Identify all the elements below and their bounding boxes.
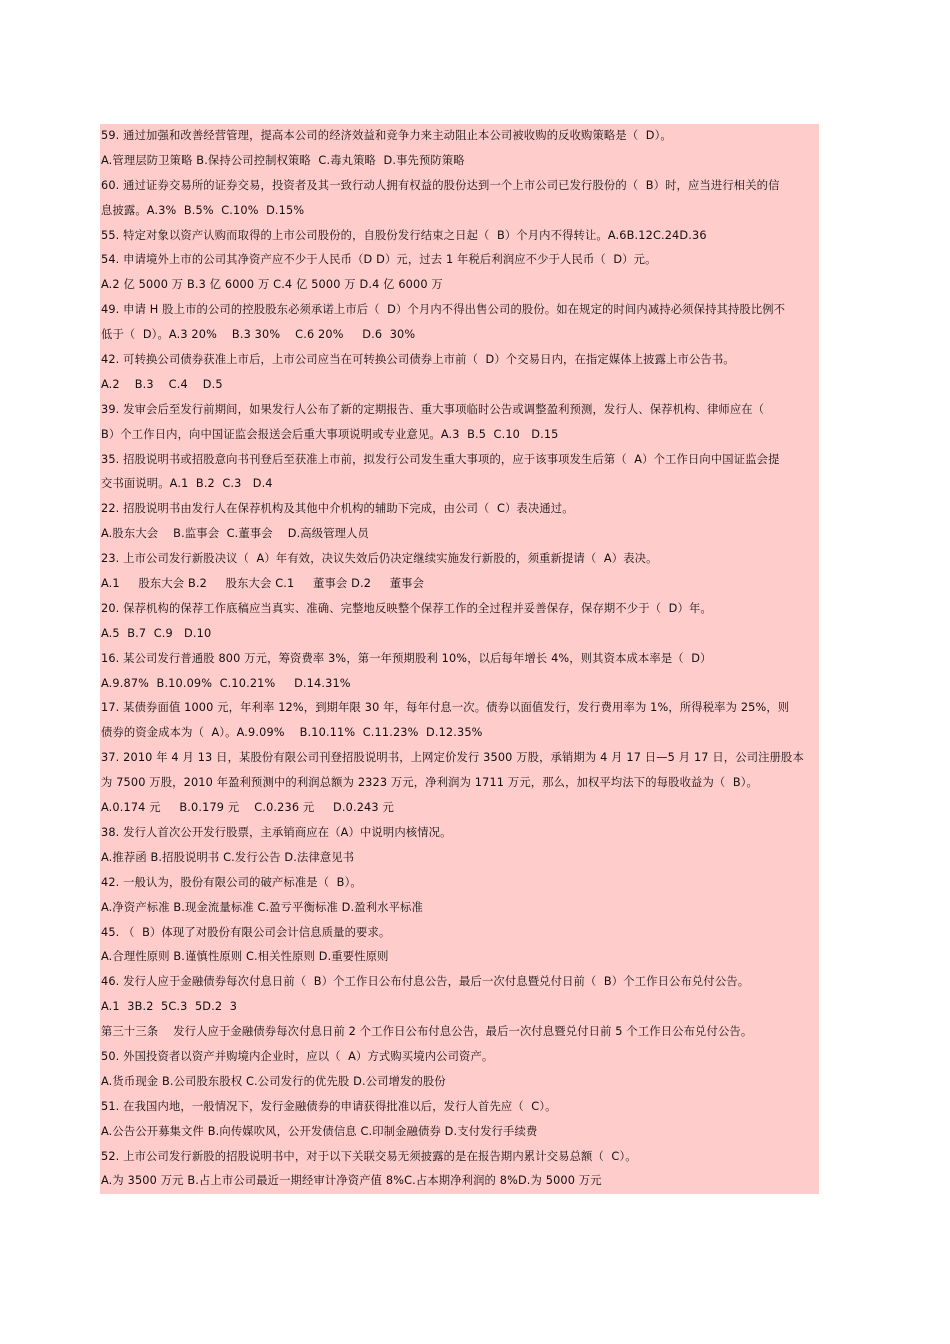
text-line: A.管理层防卫策略 B.保持公司控制权策略 C.毒丸策略 D.事先预防策略 — [101, 153, 465, 167]
text-line: 20. 保荐机构的保荐工作底稿应当真实、准确、完整地反映整个保荐工作的全过程并妥善保存，保存期不少于（ D）年。 — [101, 601, 712, 615]
text-line: A.货币现金 B.公司股东股权 C.公司发行的优先股 D.公司增发的股份 — [101, 1074, 446, 1088]
text-line: A.1 3B.2 5C.3 5D.2 3 — [101, 1000, 238, 1014]
text-line: 59. 通过加强和改善经营管理，提高本公司的经济效益和竞争力来主动阻止本公司被收购的反收购策略是（ D）。 — [101, 129, 672, 142]
text-line: 38. 发行人首次公开发行股票，主承销商应在（A）中说明内核情况。 — [101, 825, 452, 839]
text-line: 第三十三条 发行人应于金融债券每次付息日前 2 个工作日公布付息公告，最后一次付息暨兑付日前 5 个工作日公布兑付公告。 — [101, 1025, 753, 1039]
text-line: A.合理性原则 B.谨慎性原则 C.相关性原则 D.重要性原则 — [101, 950, 389, 964]
text-line: A.9.87% B.10.09% C.10.21% D.14.31% — [101, 676, 351, 690]
text-line: 49. 申请 H 股上市的公司的控股股东必须承诺上市后（ D）个月内不得出售公司的股份。如在规定的时间内减持必须保持其持股比例不 — [101, 303, 786, 317]
text-line: 45. （ B）体现了对股份有限公司会计信息质量的要求。 — [101, 925, 391, 939]
text-line: A.0.174 元 B.0.179 元 C.0.236 元 D.0.243 元 — [101, 801, 394, 815]
text-line: 39. 发审会后至发行前期间，如果发行人公布了新的定期报告、重大事项临时公告或调整盈利预测，发行人、保荐机构、律师应在（ — [101, 402, 765, 416]
text-line: 60. 通过证券交易所的证券交易，投资者及其一致行动人拥有权益的股份达到一个上市公司已发行股份的（ B）时，应当进行相关的信 — [101, 178, 780, 192]
text-line: 54. 申请境外上市的公司其净资产应不少于人民币（D D）元，过去 1 年税后利润应不少于人民币（ D）元。 — [101, 253, 657, 267]
text-line: 46. 发行人应于金融债券每次付息日前（ B）个工作日公布付息公告，最后一次付息暨兑付日前（ B）个工作日公布兑付公告。 — [101, 975, 750, 989]
question-list — [101, 124, 818, 1194]
text-line: A.2 亿 5000 万 B.3 亿 6000 万 C.4 亿 5000 万 D.4 亿 6000 万 — [101, 278, 443, 292]
text-line: 息披露。A.3% B.5% C.10% D.15% — [101, 203, 305, 217]
text-line: 51. 在我国内地，一般情况下，发行金融债券的申请获得批准以后，发行人首先应（ C）。 — [101, 1099, 557, 1113]
text-line: 低于（ D）。A.3 20% B.3 30% C.6 20% D.6 30% — [101, 328, 416, 342]
text-line: A.2 B.3 C.4 D.5 — [101, 377, 223, 391]
text-line: A.净资产标准 B.现金流量标准 C.盈亏平衡标准 D.盈利水平标准 — [101, 900, 423, 914]
text-line: 23. 上市公司发行新股决议（ A）年有效，决议失效后仍决定继续实施发行新股的，须重新提请（ A）表决。 — [101, 552, 658, 566]
text-line: 交书面说明。A.1 B.2 C.3 D.4 — [101, 477, 273, 491]
text-line: 16. 某公司发行普通股 800 万元，筹资费率 3%，第一年预期股利 10%，以后每年增长 4%，则其资本成本率是（ D） — [101, 651, 712, 665]
text-line: 债券的资金成本为（ A）。A.9.09% B.10.11% C.11.23% D.12.35% — [101, 726, 483, 740]
text-line: 50. 外国投资者以资产并购境内企业时，应以（ A）方式购买境内公司资产。 — [101, 1049, 494, 1063]
text-line: 17. 某债券面值 1000 元，年利率 12%，到期年限 30 年，每年付息一次。债券以面值发行，发行费用率为 1%，所得税率为 25%，则 — [101, 701, 790, 715]
text-line: A.推荐函 B.招股说明书 C.发行公告 D.法律意见书 — [101, 850, 355, 864]
text-line: 55. 特定对象以资产认购而取得的上市公司股份的，自股份发行结束之日起（ B）个月内不得转让。A.6B.12C.24D.36 — [101, 228, 707, 242]
text-line: A.1 股东大会 B.2 股东大会 C.1 董事会 D.2 董事会 — [101, 577, 425, 591]
text-line: 52. 上市公司发行新股的招股说明书中，对于以下关联交易无须披露的是在报告期内累计交易总额（ C）。 — [101, 1149, 637, 1163]
text-line: A.公告公开募集文件 B.向传媒吹风，公开发债信息 C.印制金融债券 D.支付发行手续费 — [101, 1124, 538, 1138]
text-line: 37. 2010 年 4 月 13 日，某股份有限公司刊登招股说明书，上网定价发行 3500 万股，承销期为 4 月 17 日—5 月 17 日，公司注册股本 — [101, 751, 804, 765]
text-line: B）个工作日内，向中国证监会报送会后重大事项说明或专业意见。A.3 B.5 C.10 D.15 — [101, 427, 559, 441]
text-line: A.5 B.7 C.9 D.10 — [101, 626, 212, 640]
text-line: 为 7500 万股，2010 年盈利预测中的利润总额为 2323 万元，净利润为 1711 万元，那么，加权平均法下的每股收益为（ B）。 — [101, 776, 758, 790]
text-line: A.股东大会 B.监事会 C.董事会 D.高级管理人员 — [101, 527, 369, 541]
text-line: 35. 招股说明书或招股意向书刊登后至获准上市前，拟发行公司发生重大事项的，应于该事项发生后第（ A）个工作日向中国证监会提 — [101, 452, 780, 466]
text-line: 42. 一般认为，股份有限公司的破产标准是（ B）。 — [101, 875, 362, 889]
text-line: 42. 可转换公司债券获准上市后，上市公司应当在可转换公司债券上市前（ D）个交易日内，在指定媒体上披露上市公告书。 — [101, 353, 735, 367]
text-line: 22. 招股说明书由发行人在保荐机构及其他中介机构的辅助下完成，由公司（ C）表决通过。 — [101, 502, 574, 516]
text-line: A.为 3500 万元 B.占上市公司最近一期经审计净资产值 8%C.占本期净利润的 8%D.为 5000 万元 — [101, 1174, 602, 1188]
